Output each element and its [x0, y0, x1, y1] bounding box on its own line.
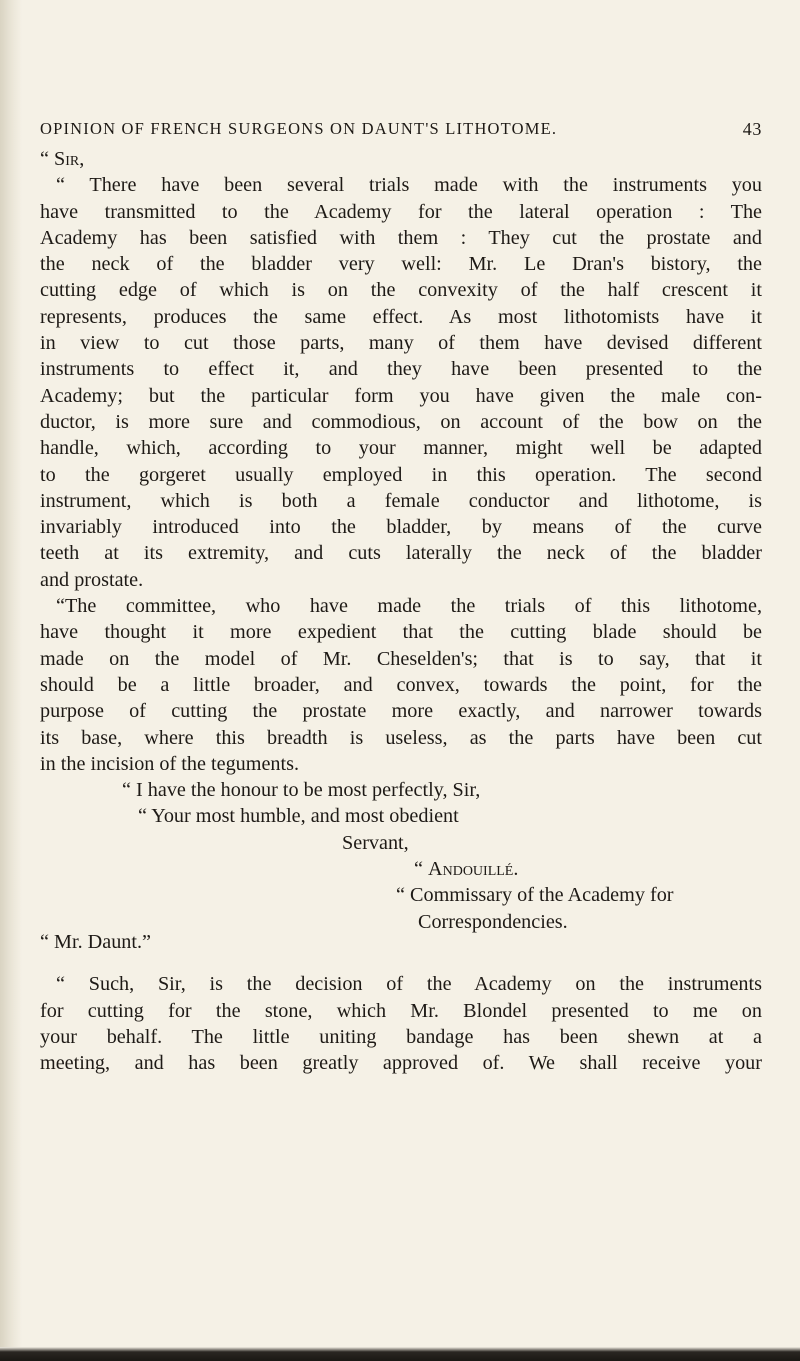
- section-gap: [40, 955, 762, 971]
- text-line: in view to cut those parts, many of them have devised different: [40, 332, 762, 355]
- text-line: “The committee, who have made the trials of this lithotome,: [56, 595, 762, 618]
- text-line: and prostate.: [40, 568, 144, 591]
- addressee: “ Mr. Daunt.”: [40, 930, 152, 953]
- text-line: in the incision of the teguments.: [40, 752, 300, 775]
- running-head: [40, 118, 762, 140]
- text-line: purpose of cutting the prostate more exactly, and narrower towards: [40, 700, 762, 723]
- text-line: ductor, is more sure and commodious, on account of the bow on the: [40, 410, 762, 433]
- text-line: represents, produces the same effect. As most lithotomists have it: [40, 305, 762, 328]
- text-line: its base, where this breadth is useless, as the parts have been cut: [40, 726, 762, 749]
- text-line: invariably introduced into the bladder, by means of the curve: [40, 516, 762, 539]
- text-line: to the gorgeret usually employed in this operation. The second: [40, 463, 762, 486]
- closing-line: “ Commissary of the Academy for: [396, 884, 674, 907]
- text-line: Academy has been satisfied with them : They cut the prostate and: [40, 226, 762, 249]
- closing-line: Correspondencies.: [418, 910, 568, 933]
- text-line: meeting, and has been greatly approved of. We shall receive your: [40, 1052, 762, 1075]
- text-line: have transmitted to the Academy for the lateral operation : The: [40, 200, 762, 223]
- page-number: 43: [742, 119, 762, 139]
- text-line: for cutting for the stone, which Mr. Blondel presented to me on: [40, 999, 762, 1022]
- paragraph-2: [40, 593, 762, 777]
- text-line: instruments to effect it, and they have been presented to the: [40, 358, 762, 381]
- text-line: instrument, which is both a female conductor and lithotome, is: [40, 489, 762, 512]
- closing-line: “ I have the honour to be most perfectly, Sir,: [122, 779, 481, 802]
- text-line: the neck of the bladder very well: Mr. Le Dran's bistory, the: [40, 253, 762, 276]
- book-page: [40, 118, 762, 1076]
- page-bottom-edge: [0, 1347, 800, 1361]
- text-line: your behalf. The little uniting bandage has been shewn at a: [40, 1025, 762, 1048]
- text-line: have thought it more expedient that the cutting blade should be: [40, 621, 762, 644]
- salutation: “ Sir,: [40, 148, 85, 170]
- text-line: should be a little broader, and convex, towards the point, for the: [40, 673, 762, 696]
- text-line: “ Such, Sir, is the decision of the Academy on the instruments: [56, 973, 762, 996]
- closing-line: “ Your most humble, and most obedient: [138, 805, 459, 828]
- running-title: OPINION OF FRENCH SURGEONS ON DAUNT'S LITHOTOME.: [40, 119, 558, 138]
- text-line: “ There have been several trials made with the instruments you: [56, 174, 762, 197]
- signature: [40, 856, 762, 882]
- page-left-edge-shadow: [0, 0, 22, 1361]
- closing-line: Servant,: [342, 831, 409, 854]
- signature-prefix: “: [414, 858, 429, 881]
- paragraph-1: [40, 172, 762, 593]
- text-line: made on the model of Mr. Cheselden's; that is to say, that it: [40, 647, 762, 670]
- letter-closing: [40, 777, 762, 935]
- text-line: handle, which, according to your manner, might well be adapted: [40, 437, 762, 460]
- text-line: teeth at its extremity, and cuts laterally the neck of the bladder: [40, 542, 762, 565]
- signature-name: Andouillé.: [428, 858, 519, 881]
- paragraph-3: [40, 971, 762, 1076]
- text-line: cutting edge of which is on the convexity of the half crescent it: [40, 279, 762, 302]
- text-line: Academy; but the particular form you have given the male con-: [40, 384, 762, 407]
